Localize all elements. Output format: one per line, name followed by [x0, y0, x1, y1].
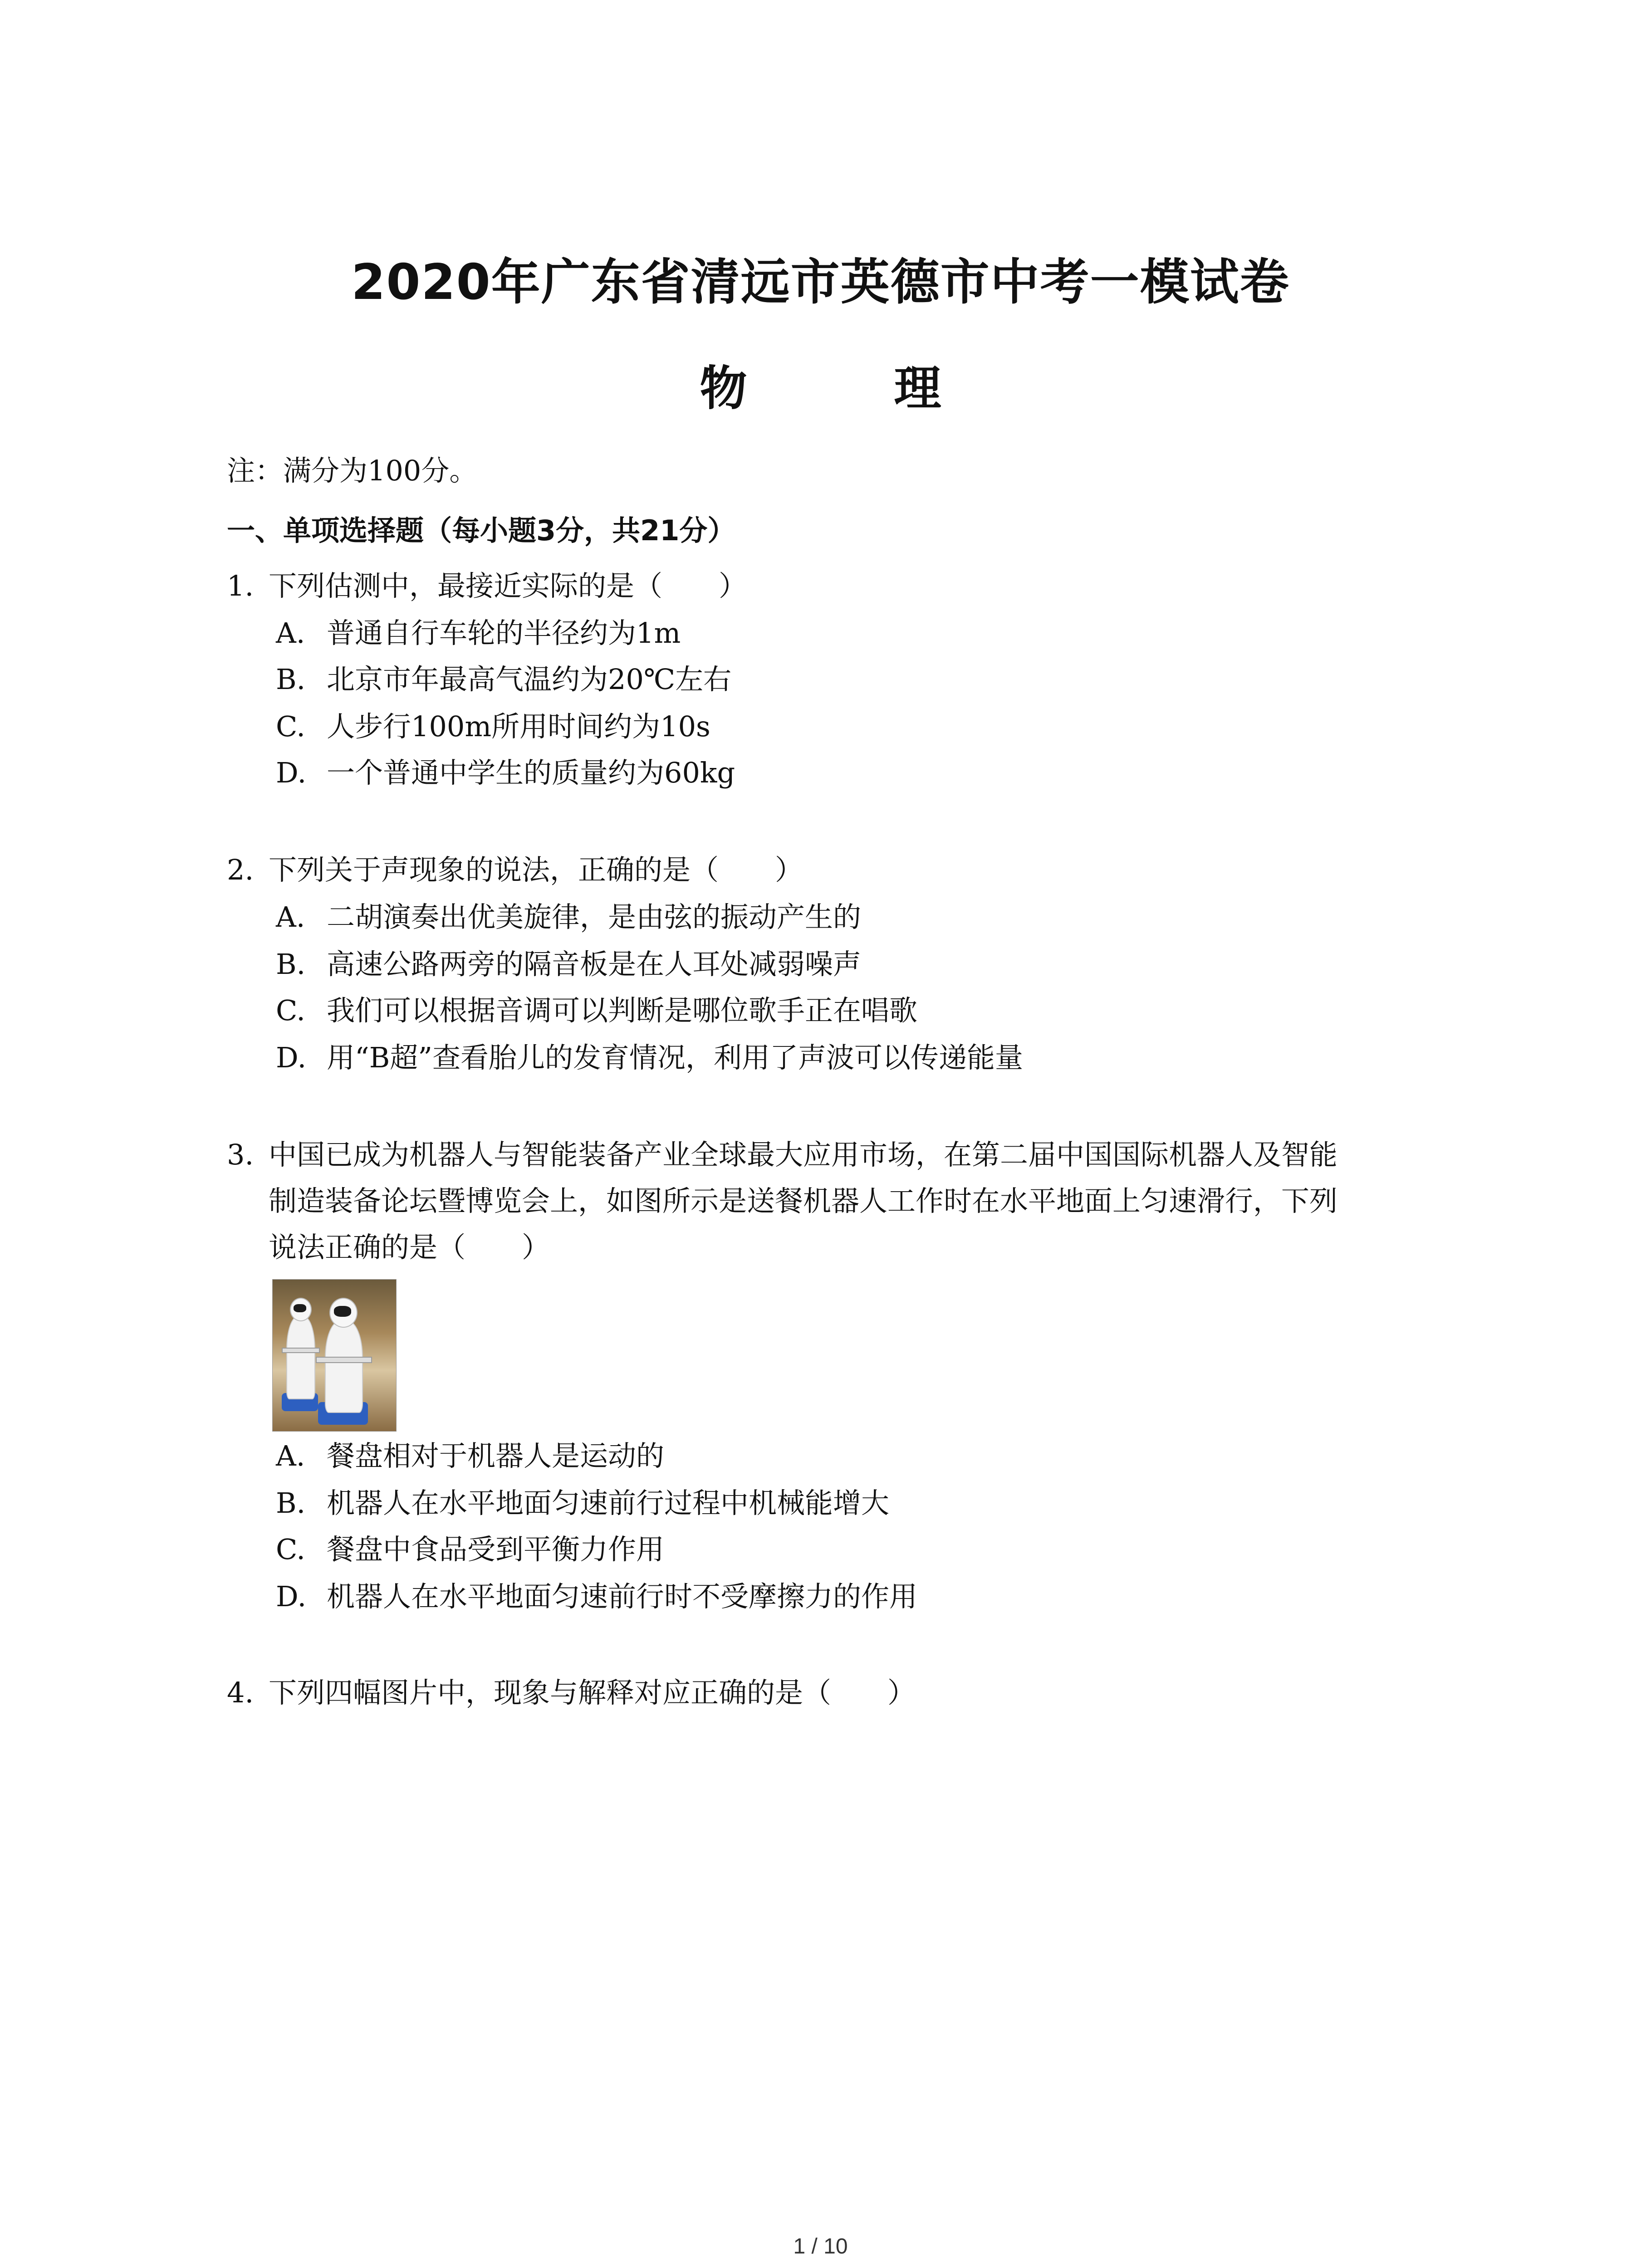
question-stem: 下列估测中，最接近实际的是（ ）: [269, 569, 747, 602]
option-label: A.: [276, 1439, 305, 1472]
question-3-line-3: 说法正确的是（ ）: [269, 1231, 550, 1264]
question-2: [227, 852, 803, 888]
option-label: A.: [276, 900, 305, 934]
option-text: 餐盘相对于机器人是运动的: [327, 1439, 665, 1472]
question-number: 3.: [227, 1138, 254, 1171]
question-stem: 中国已成为机器人与智能装备产业全球最大应用市场，在第二届中国国际机器人及智能: [269, 1138, 1338, 1171]
option-text: 机器人在水平地面匀速前行时不受摩擦力的作用: [327, 1580, 918, 1613]
option-label: A.: [276, 616, 305, 650]
question-1: [227, 568, 747, 604]
option-label: D.: [276, 1041, 307, 1074]
option-label: C.: [276, 1533, 305, 1566]
option-1b: [276, 661, 731, 698]
option-text: 普通自行车轮的半径约为1m: [327, 616, 681, 650]
page-title: 2020年广东省清远市英德市中考一模试卷: [351, 254, 1290, 311]
option-label: D.: [276, 756, 307, 789]
option-1d: [276, 755, 735, 791]
question-4: [227, 1675, 916, 1711]
question-stem: 下列四幅图片中，现象与解释对应正确的是（ ）: [269, 1676, 916, 1709]
option-3a: [276, 1438, 664, 1474]
option-3b: [276, 1485, 889, 1521]
option-3c: [276, 1531, 664, 1568]
option-3d: [276, 1579, 917, 1615]
robot-photo: [272, 1279, 397, 1432]
question-3: [227, 1137, 1337, 1173]
option-label: B.: [276, 663, 306, 696]
exam-note: 注：满分为100分。: [227, 454, 478, 487]
option-label: B.: [276, 948, 306, 981]
option-text: 机器人在水平地面匀速前行过程中机械能增大: [327, 1486, 890, 1520]
option-1c: [276, 709, 710, 745]
option-2b: [276, 946, 861, 982]
option-2a: [276, 899, 861, 935]
subject-title: 物 理: [700, 361, 991, 416]
question-3-line-2: 制造装备论坛暨博览会上，如图所示是送餐机器人工作时在水平地面上匀速滑行，下列: [269, 1184, 1338, 1217]
option-text: 我们可以根据音调可以判断是哪位歌手正在唱歌: [327, 994, 918, 1027]
option-2d: [276, 1040, 1023, 1076]
page-number: 1 / 10: [793, 2234, 848, 2258]
option-text: 人步行100m所用时间约为10s: [327, 710, 710, 743]
option-1a: [276, 615, 681, 651]
question-number: 1.: [227, 569, 254, 602]
question-number: 4.: [227, 1676, 254, 1709]
question-number: 2.: [227, 853, 254, 886]
option-label: B.: [276, 1486, 306, 1520]
option-label: C.: [276, 710, 305, 743]
option-text: 一个普通中学生的质量约为60kg: [327, 756, 735, 789]
option-text: 北京市年最高气温约为20℃左右: [327, 663, 732, 696]
option-text: 用“B超”查看胎儿的发育情况，利用了声波可以传递能量: [327, 1041, 1023, 1074]
option-2c: [276, 992, 917, 1029]
option-label: D.: [276, 1580, 307, 1613]
option-text: 高速公路两旁的隔音板是在人耳处减弱噪声: [327, 948, 862, 981]
option-text: 二胡演奏出优美旋律，是由弦的振动产生的: [327, 900, 862, 934]
section-heading: 一、单项选择题（每小题3分，共21分）: [227, 514, 736, 547]
option-label: C.: [276, 994, 305, 1027]
option-text: 餐盘中食品受到平衡力作用: [327, 1533, 665, 1566]
question-stem: 下列关于声现象的说法，正确的是（ ）: [269, 853, 803, 886]
